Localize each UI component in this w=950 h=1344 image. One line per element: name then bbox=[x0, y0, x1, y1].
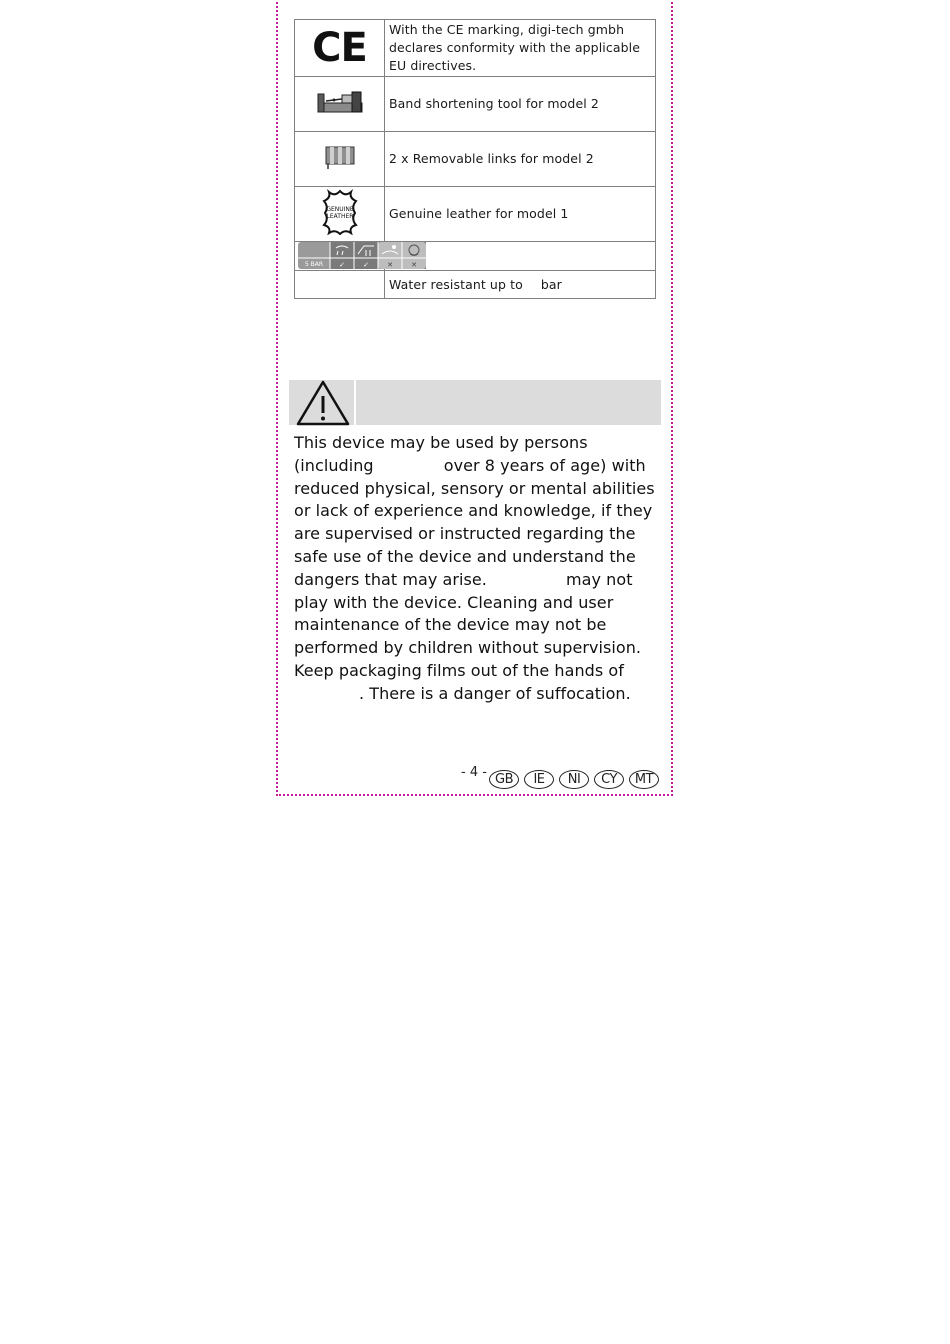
ce-mark-icon: CE bbox=[312, 25, 367, 71]
leather-icon-text: LEATHER bbox=[326, 213, 353, 220]
warning-text-part: over 8 years of age) with reduced physical, sensory or mental abilities or lack of experience and knowledge, if they are supervised or instructed regarding the safe use of the device and understand the dangers that may arise. bbox=[294, 455, 655, 589]
warning-text-part: This device may be used by persons (including bbox=[294, 433, 588, 475]
check-mark: ✓ bbox=[339, 261, 345, 269]
warning-bar-divider bbox=[354, 380, 356, 425]
table-row bbox=[295, 20, 656, 77]
country-code-badge: NI bbox=[559, 770, 589, 789]
check-mark: ✓ bbox=[363, 261, 369, 269]
country-code-badge: MT bbox=[629, 770, 659, 789]
removable-links-icon bbox=[324, 144, 356, 170]
band-shortening-tool-icon bbox=[316, 89, 364, 115]
leather-icon-text: GENUINE bbox=[325, 206, 354, 213]
country-code-badge: GB bbox=[489, 770, 519, 789]
symbol-cell bbox=[295, 77, 385, 132]
description-cell: Band shortening tool for model 2 bbox=[385, 77, 656, 132]
description-cell bbox=[385, 271, 656, 299]
genuine-leather-icon bbox=[321, 189, 359, 235]
description-cell: 2 x Removable links for model 2 bbox=[385, 132, 656, 187]
bar-rating-label: 5 BAR bbox=[304, 261, 324, 268]
country-code-list bbox=[489, 770, 659, 789]
water-resistance-icon bbox=[298, 242, 426, 269]
country-code-badge: CY bbox=[594, 770, 624, 789]
symbol-cell bbox=[295, 132, 385, 187]
warning-text-part: . There is a danger of suffocation. bbox=[359, 683, 631, 703]
cross-mark: ✕ bbox=[411, 261, 417, 269]
page-number: - 4 - bbox=[461, 765, 487, 780]
description-cell: Genuine leather for model 1 bbox=[385, 187, 656, 242]
warning-header-bar bbox=[289, 380, 661, 425]
description-cell: With the CE marking, digi-tech gmbh declares conformity with the applicable EU directives. bbox=[385, 20, 656, 77]
table-row bbox=[295, 77, 656, 132]
table-row bbox=[295, 187, 656, 242]
table-row bbox=[295, 271, 656, 299]
water-resistance-text: Water resistant up to bbox=[389, 276, 523, 292]
cross-mark: ✕ bbox=[387, 261, 393, 269]
warning-triangle-icon bbox=[295, 380, 351, 426]
table-row bbox=[295, 132, 656, 187]
symbol-cell bbox=[295, 187, 385, 242]
warning-text-part: may not play with the device. Cleaning and user maintenance of the device may not be performed by children without supervision. Keep packaging films out of the hands of bbox=[294, 569, 642, 680]
symbol-cell bbox=[295, 20, 385, 77]
safety-warning-paragraph bbox=[294, 432, 659, 706]
water-resistance-unit: bar bbox=[540, 276, 562, 292]
symbol-cell bbox=[295, 271, 385, 299]
country-code-badge: IE bbox=[524, 770, 554, 789]
